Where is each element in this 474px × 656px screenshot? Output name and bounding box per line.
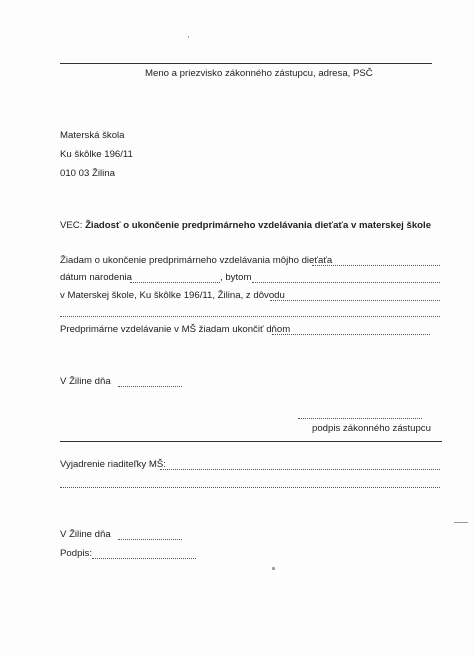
header-rule: [60, 63, 432, 64]
section-divider: [60, 441, 442, 442]
subject-prefix: VEC:: [60, 220, 86, 231]
end-date-field[interactable]: [272, 334, 430, 335]
guardian-signature-field[interactable]: [298, 418, 422, 419]
header-caption: Meno a priezvisko zákonného zástupcu, adresa, PSČ: [145, 68, 373, 79]
child-name-field[interactable]: [312, 265, 440, 266]
end-date-label: Predprimárne vzdelávanie v MŠ žiadam ukončiť dňom: [60, 324, 291, 335]
scan-speck: [454, 522, 468, 523]
birth-date-field[interactable]: [130, 282, 220, 283]
birth-date-label: dátum narodenia: [60, 272, 133, 283]
director-place-date-field[interactable]: [118, 539, 182, 540]
residence-field[interactable]: [252, 282, 440, 283]
director-signature-label: Podpis:: [60, 548, 92, 559]
reason-field[interactable]: [270, 300, 440, 301]
director-statement-field-continued[interactable]: [60, 487, 440, 488]
residence-label: , bytom: [220, 272, 252, 283]
director-signature-field[interactable]: [92, 558, 196, 559]
scan-speck: [272, 567, 275, 570]
subject-line: [60, 220, 431, 232]
address-line-1: Materská škola: [60, 130, 125, 141]
place-date-label: V Žiline dňa: [60, 376, 111, 387]
director-statement-field[interactable]: [160, 469, 440, 470]
place-date-field[interactable]: [118, 386, 182, 387]
director-statement-label: Vyjadrenie riaditeľky MŠ:: [60, 459, 166, 470]
request-line-1: Žiadam o ukončenie predprimárneho vzdelávania môjho dieťaťa: [60, 255, 333, 266]
address-line-2: Ku škôlke 196/11: [60, 149, 133, 160]
guardian-signature-caption: podpis zákonného zástupcu: [312, 423, 431, 434]
subject-text: Žiadosť o ukončenie predprimárneho vzdelávania dieťaťa v materskej škole: [85, 220, 432, 231]
reason-label: v Materskej škole, Ku škôlke 196/11, Žilina, z dôvodu: [60, 290, 285, 301]
reason-field-continued[interactable]: [60, 316, 440, 317]
address-line-3: 010 03 Žilina: [60, 168, 115, 179]
scan-speck: [188, 36, 189, 38]
director-place-date-label: V Žiline dňa: [60, 529, 111, 540]
